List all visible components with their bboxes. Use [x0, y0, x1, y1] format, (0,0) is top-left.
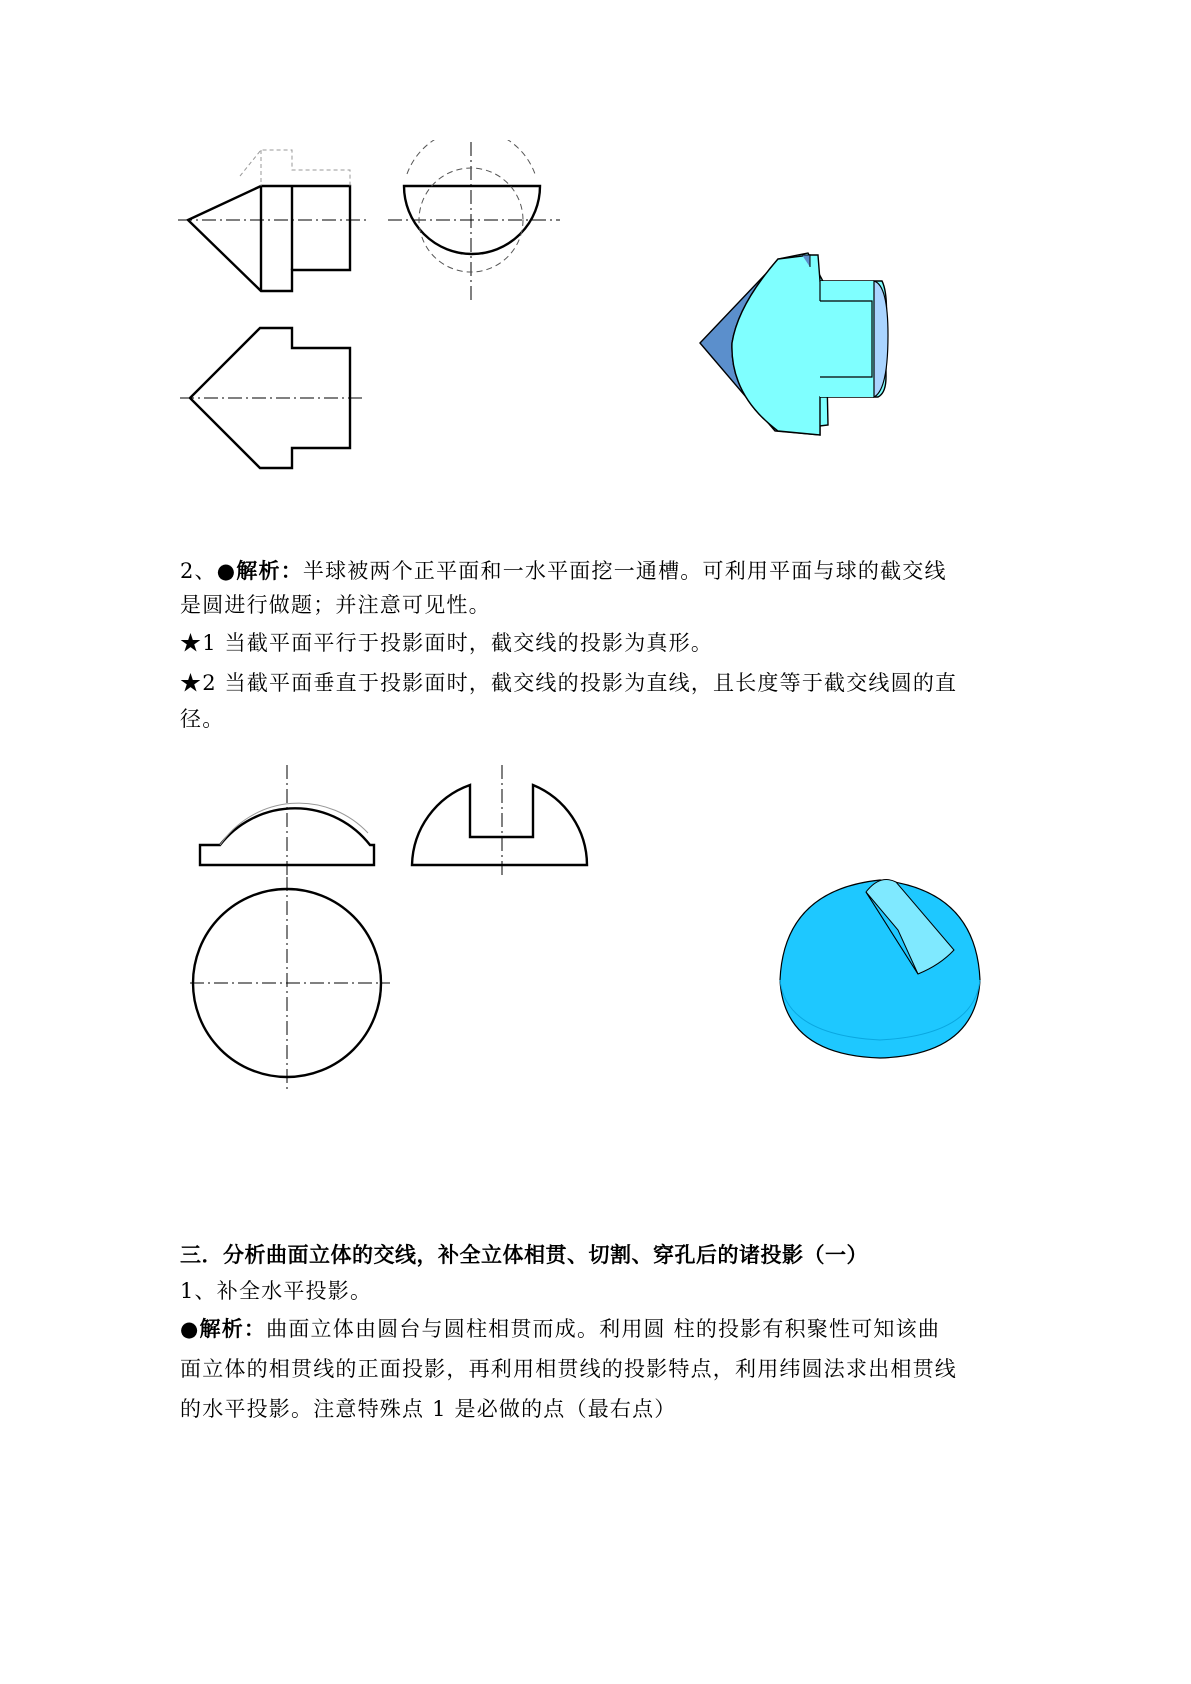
section2-line2: 是圆进行做题；并注意可见性。: [180, 593, 491, 617]
section2-line1: [180, 554, 947, 588]
section3-line2: 面立体的相贯线的正面投影，再利用相贯线的投影特点，利用纬圆法求出相贯线: [180, 1357, 957, 1381]
section3-bullet: ●: [180, 1317, 200, 1341]
section3-text-1: 曲面立体由圆台与圆柱相贯而成。利用圆 柱的投影有积聚性可知该曲: [266, 1317, 941, 1341]
section2-label: 解析：: [236, 559, 303, 583]
section2-star2-line1: ★2 当截平面垂直于投影面时，截交线的投影为直线，且长度等于截交线圆的直: [180, 671, 958, 695]
projection-drawing-1: [170, 140, 610, 490]
section3-heading: 三．分析曲面立体的交线，补全立体相贯、切割、穿孔后的诸投影（一）: [180, 1243, 868, 1267]
3d-model-2: [770, 870, 990, 1070]
section3-line3: 的水平投影。注意特殊点 1 是必做的点（最右点）: [180, 1397, 677, 1421]
3d-model-1: [690, 245, 910, 440]
section2-text-1: 半球被两个正平面和一水平面挖一通槽。可利用平面与球的截交线: [302, 559, 947, 583]
projection-drawing-2: [190, 765, 620, 1095]
section2-star1: ★1 当截平面平行于投影面时，截交线的投影为真形。: [180, 631, 714, 655]
section2-bullet: ●: [216, 559, 237, 583]
section2-number: 2、: [180, 559, 217, 583]
section3-line1: [180, 1312, 940, 1346]
section3-label: 解析：: [199, 1317, 267, 1341]
section2-star2-line2: 径。: [180, 707, 225, 731]
section3-item1: 1、补全水平投影。: [180, 1279, 373, 1303]
